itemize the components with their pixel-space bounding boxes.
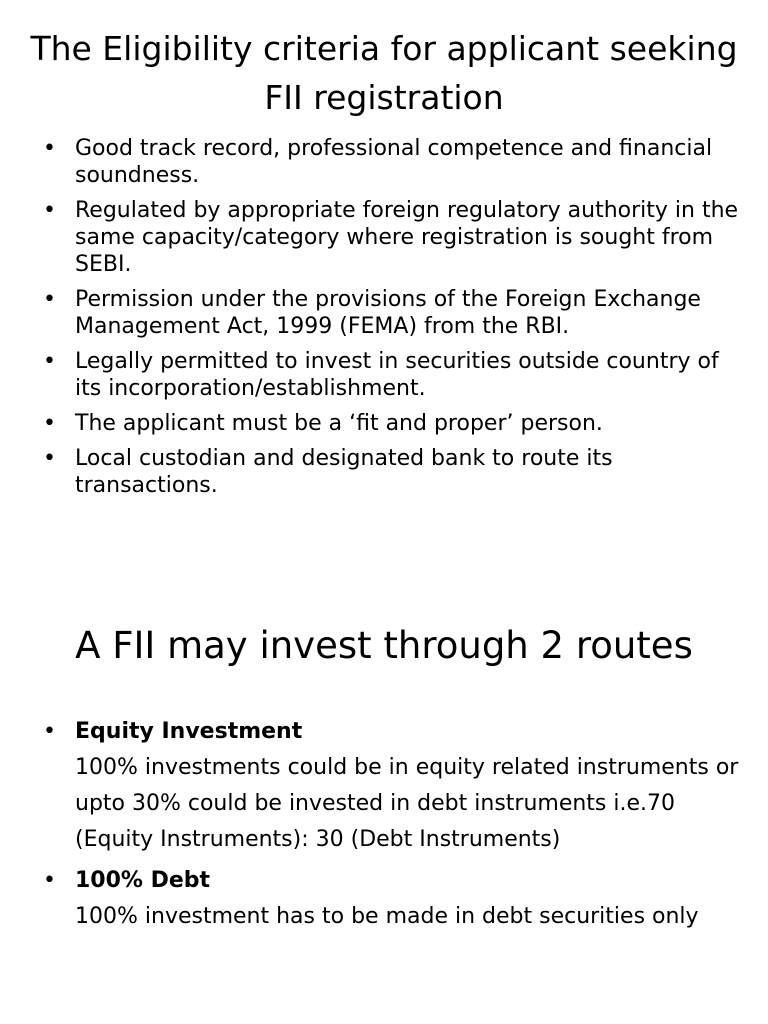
list-item [0,348,768,402]
slide-title: A FII may invest through 2 routes [75,624,693,667]
bullet-text: Good track record, professional competence and financial soundness. [75,136,713,188]
bullet-icon: • [43,198,56,223]
list-item [0,445,768,499]
bullet-icon: • [43,287,56,312]
bullet-icon: • [43,136,56,161]
bullet-icon: • [43,719,56,744]
list-item [0,286,768,340]
bullet-heading: Equity Investment [75,719,303,744]
bullet-icon: • [43,868,56,893]
slide-title: The Eligibility criteria for applicant seeking FII registration [30,29,738,117]
bullet-text: 100% investments could be in equity related instruments or upto 30% could be invested in debt instruments i.e.70 (Equity Instruments): 30 (Debt Instruments) [75,755,739,852]
bullet-text: Permission under the provisions of the Foreign Exchange Management Act, 1999 (FEMA) from the RBI. [75,287,701,339]
bullet-icon: • [43,446,56,471]
bullet-text: Legally permitted to invest in securities outside country of its incorporation/establishment. [75,349,719,401]
bullet-text: Local custodian and designated bank to route its transactions. [75,446,613,498]
list-item [0,410,768,437]
slide-investment-routes [0,512,768,1024]
bullet-text: 100% investment has to be made in debt securities only [75,904,699,929]
list-item [0,197,768,278]
bullet-text: Regulated by appropriate foreign regulatory authority in the same capacity/category where registration is sought from SEBI. [75,198,739,277]
list-item [0,714,768,858]
bullet-list [0,135,768,507]
bullet-list [0,714,768,940]
bullet-text: The applicant must be a ‘fit and proper’ person. [75,411,603,436]
list-item [0,863,768,935]
bullet-heading: 100% Debt [75,868,211,893]
bullet-icon: • [43,411,56,436]
list-item [0,135,768,189]
bullet-icon: • [43,349,56,374]
